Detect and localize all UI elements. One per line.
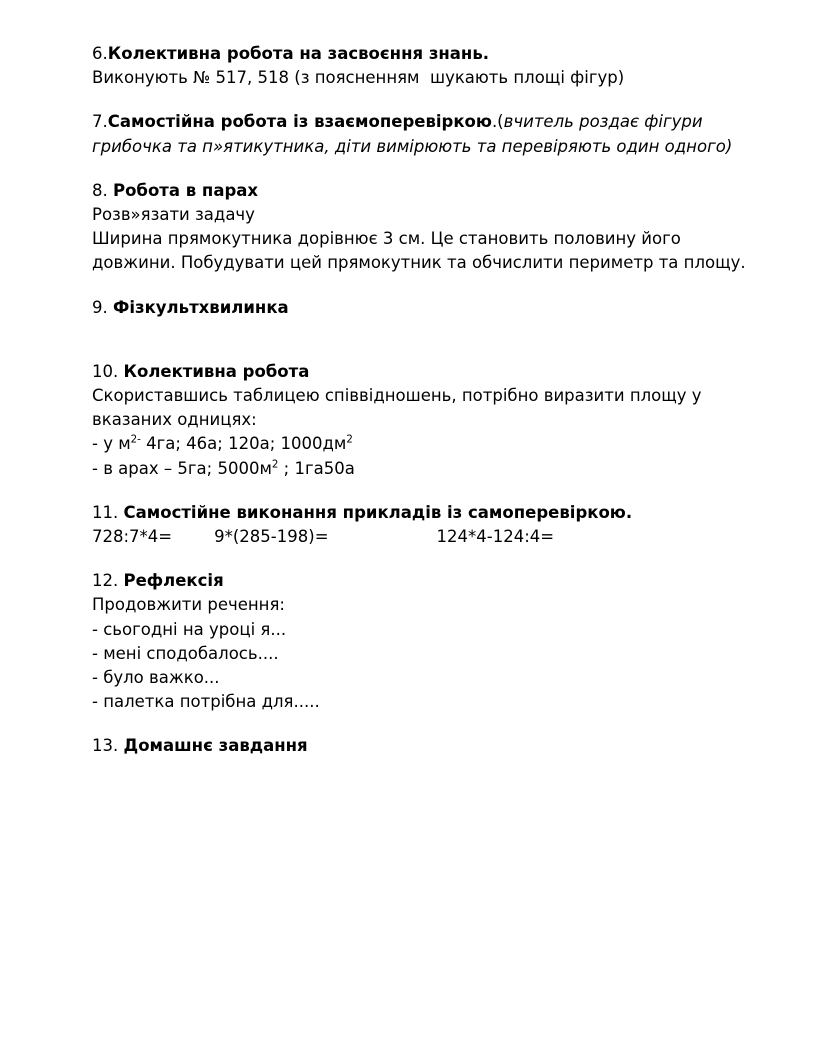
expression-2: 9*(285-198)=: [214, 527, 329, 547]
section-8-line-1: Розв»язати задачу: [92, 205, 255, 225]
section-10-item-2-exponent: 2: [271, 459, 279, 471]
section-10-item-1-dash: -: [137, 434, 141, 446]
section-10-line-1: Скориставшись таблицею співвідношень, потрібно виразити площу у вказаних одницях:: [92, 386, 707, 430]
expression-1: 728:7*4=: [92, 527, 173, 547]
section-9: [92, 296, 768, 320]
section-12-line-1: Продовжити речення:: [92, 595, 285, 615]
section-13: [92, 734, 768, 758]
section-10-item-2: [92, 457, 768, 481]
section-7-punct: .(: [491, 112, 504, 132]
section-11-number: 11.: [92, 502, 124, 522]
section-12-number: 12.: [92, 571, 124, 591]
section-9-heading-line: [92, 296, 768, 320]
expression-3: 124*4-124:4=: [436, 527, 555, 547]
section-8-line-2: Ширина прямокутника дорівнює 3 см. Це становить половину його довжини. Побудувати цей прямокутник та обчислити периметр та площу.: [92, 229, 746, 273]
section-7: [92, 110, 768, 158]
section-10-number: 10.: [92, 361, 124, 381]
section-9-number: 9.: [92, 297, 113, 317]
section-11-heading: Самостійне виконання прикладів із самоперевіркою.: [123, 502, 633, 522]
section-11-heading-line: [92, 501, 768, 525]
section-7-italic-note: вчитель роздає фігури грибочка та п»ятикутника, діти вимірюють та перевіряють один одного): [92, 112, 733, 156]
section-13-heading-line: [92, 734, 768, 758]
section-11: [92, 501, 768, 549]
section-10-heading: Колективна робота: [123, 361, 310, 381]
section-10-heading-line: [92, 360, 768, 384]
section-8-heading-line: [92, 179, 768, 203]
section-6-line-1: Виконують № 517, 518 (з поясненням шукають площі фігур): [92, 68, 625, 88]
section-10-item-1-rest: 4га; 46а; 120а; 1000дм: [140, 434, 347, 454]
section-11-expressions: [92, 525, 768, 549]
section-12: [92, 569, 768, 714]
section-10-item-1-exponent: 2: [130, 434, 138, 446]
list-item: - мені сподобалось....: [92, 643, 279, 663]
list-item: - палетка потрібна для.....: [92, 692, 320, 712]
section-7-heading: Самостійна робота із взаємоперевіркою: [107, 112, 492, 132]
section-10-item-1-prefix: - у м: [92, 434, 131, 454]
section-9-heading: Фізкультхвилинка: [113, 297, 289, 317]
section-7-number: 7.: [92, 112, 108, 132]
section-8-heading: Робота в парах: [113, 180, 259, 200]
list-item: - було важко...: [92, 668, 220, 688]
section-10-item-1-exponent-2: 2: [346, 434, 353, 446]
section-10-item-2-prefix: - в арах – 5га; 5000м: [92, 458, 272, 478]
section-10: [92, 360, 768, 481]
section-9-spacer: [92, 340, 768, 360]
section-8: [92, 179, 768, 276]
section-6-number: 6.: [92, 44, 108, 63]
section-6-heading: Колективна робота на засвоєння знань.: [107, 44, 490, 63]
section-13-heading: Домашнє завдання: [123, 736, 308, 756]
section-12-heading: Рефлексія: [123, 571, 224, 591]
section-7-content: [92, 110, 768, 158]
section-6: [92, 42, 768, 90]
section-13-number: 13.: [92, 736, 124, 756]
section-10-item-1: [92, 432, 768, 456]
section-6-heading-line: [92, 42, 768, 66]
section-10-item-2-rest: ; 1га50а: [278, 458, 355, 478]
section-12-heading-line: [92, 569, 768, 593]
section-8-number: 8.: [92, 180, 113, 200]
document-body: [92, 42, 768, 759]
list-item: - сьогодні на уроці я...: [92, 619, 287, 639]
